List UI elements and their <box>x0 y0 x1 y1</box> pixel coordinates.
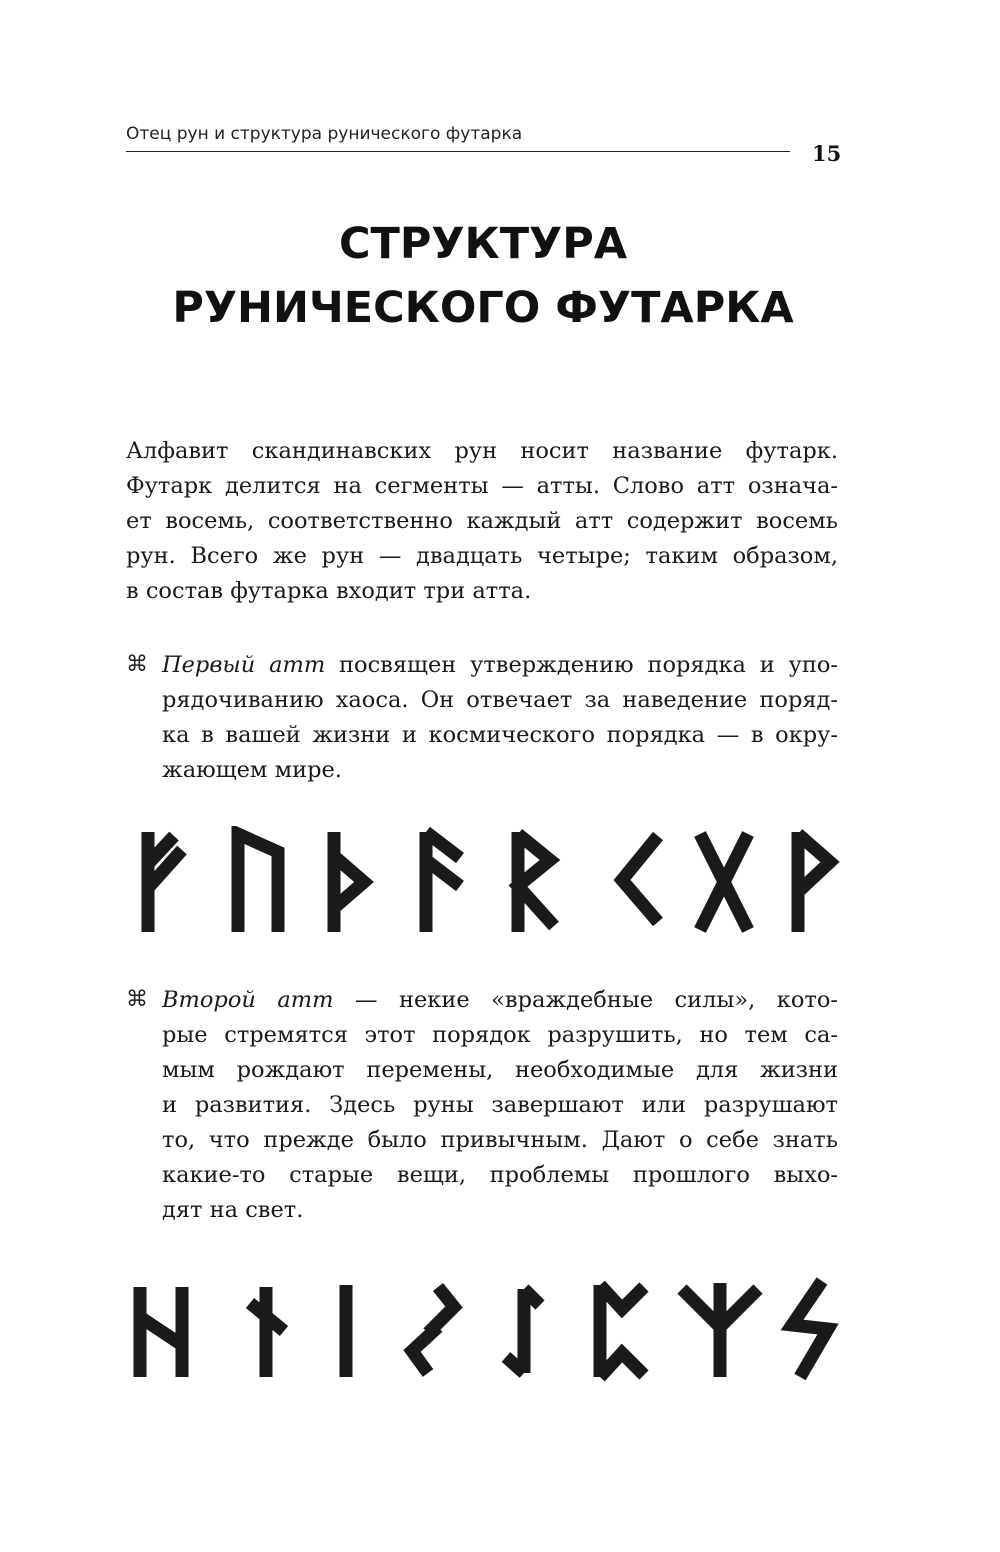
hagalaz-rune-icon <box>140 1287 182 1377</box>
running-header: Отец рун и структура рунического футарка <box>126 124 523 144</box>
command-bullet-icon: ⌘ <box>126 987 148 1012</box>
second-att-runes <box>126 1273 846 1389</box>
intro-line: рун. Всего же рун — двадцать четыре; таким образом, <box>126 543 838 569</box>
command-bullet-icon: ⌘ <box>126 652 148 677</box>
perthro-rune-icon <box>600 1285 644 1377</box>
chapter-title-line-1: СТРУКТУРА <box>339 219 627 269</box>
raidho-rune-icon <box>518 832 554 932</box>
first-att-line: рядочиванию хаоса. Он отвечает за наведение поряд- <box>162 687 838 713</box>
second-att-paragraph <box>162 983 838 1228</box>
uruz-rune-icon <box>238 834 278 932</box>
second-att-line: мым рождают перемены, необходимые для жизни <box>162 1057 838 1083</box>
algiz-rune-icon <box>682 1283 758 1377</box>
chapter-title <box>0 212 966 340</box>
first-att-paragraph <box>162 648 838 788</box>
ansuz-rune-icon <box>426 832 460 932</box>
second-att-line: какие-то старые вещи, проблемы прошлого выхо- <box>162 1162 838 1188</box>
intro-paragraph <box>126 434 838 609</box>
fehu-rune-icon <box>148 832 182 932</box>
second-att-line-rest: — некие «враждебные силы», кото- <box>333 987 838 1013</box>
page-number: 15 <box>812 141 842 166</box>
first-att-runes <box>126 826 846 938</box>
intro-line: ет восемь, соответственно каждый атт содержит восемь <box>126 508 838 534</box>
thurisaz-rune-icon <box>334 832 364 932</box>
intro-line: Алфавит скандинавских рун носит название футарк. <box>126 438 838 464</box>
wunjo-rune-icon <box>798 832 830 932</box>
second-att-line: рые стремятся этот порядок разрушить, но тем са- <box>162 1022 838 1048</box>
intro-line: в состав футарка входит три атта. <box>126 578 532 604</box>
sowilo-rune-icon <box>792 1281 828 1377</box>
second-att-line: то, что прежде было привычным. Дают о себе знать <box>162 1127 838 1153</box>
second-att-line: и развития. Здесь руны завершают или разрушают <box>162 1092 838 1118</box>
first-att-term: Первый атт <box>162 652 326 678</box>
second-att-line: дят на свет. <box>162 1197 304 1223</box>
first-att-line <box>162 648 838 683</box>
first-att-line-rest: посвящен утверждению порядка и упо- <box>325 652 838 678</box>
second-att-term: Второй атт <box>162 987 334 1013</box>
chapter-title-line-2: РУНИЧЕСКОГО ФУТАРКА <box>172 283 794 333</box>
gebo-rune-icon <box>700 834 748 930</box>
naudhiz-rune-icon <box>250 1287 284 1377</box>
intro-line: Футарк делится на сегменты — атты. Слово атт означа- <box>126 473 838 499</box>
first-att-line: ка в вашей жизни и космического порядка — в окру- <box>162 722 838 748</box>
kenaz-rune-icon <box>622 836 658 922</box>
eihwaz-rune-icon <box>506 1289 540 1373</box>
second-att-line <box>162 983 838 1018</box>
jera-rune-icon <box>412 1287 454 1373</box>
header-rule <box>126 151 790 152</box>
first-att-line: жающем мире. <box>162 757 342 783</box>
